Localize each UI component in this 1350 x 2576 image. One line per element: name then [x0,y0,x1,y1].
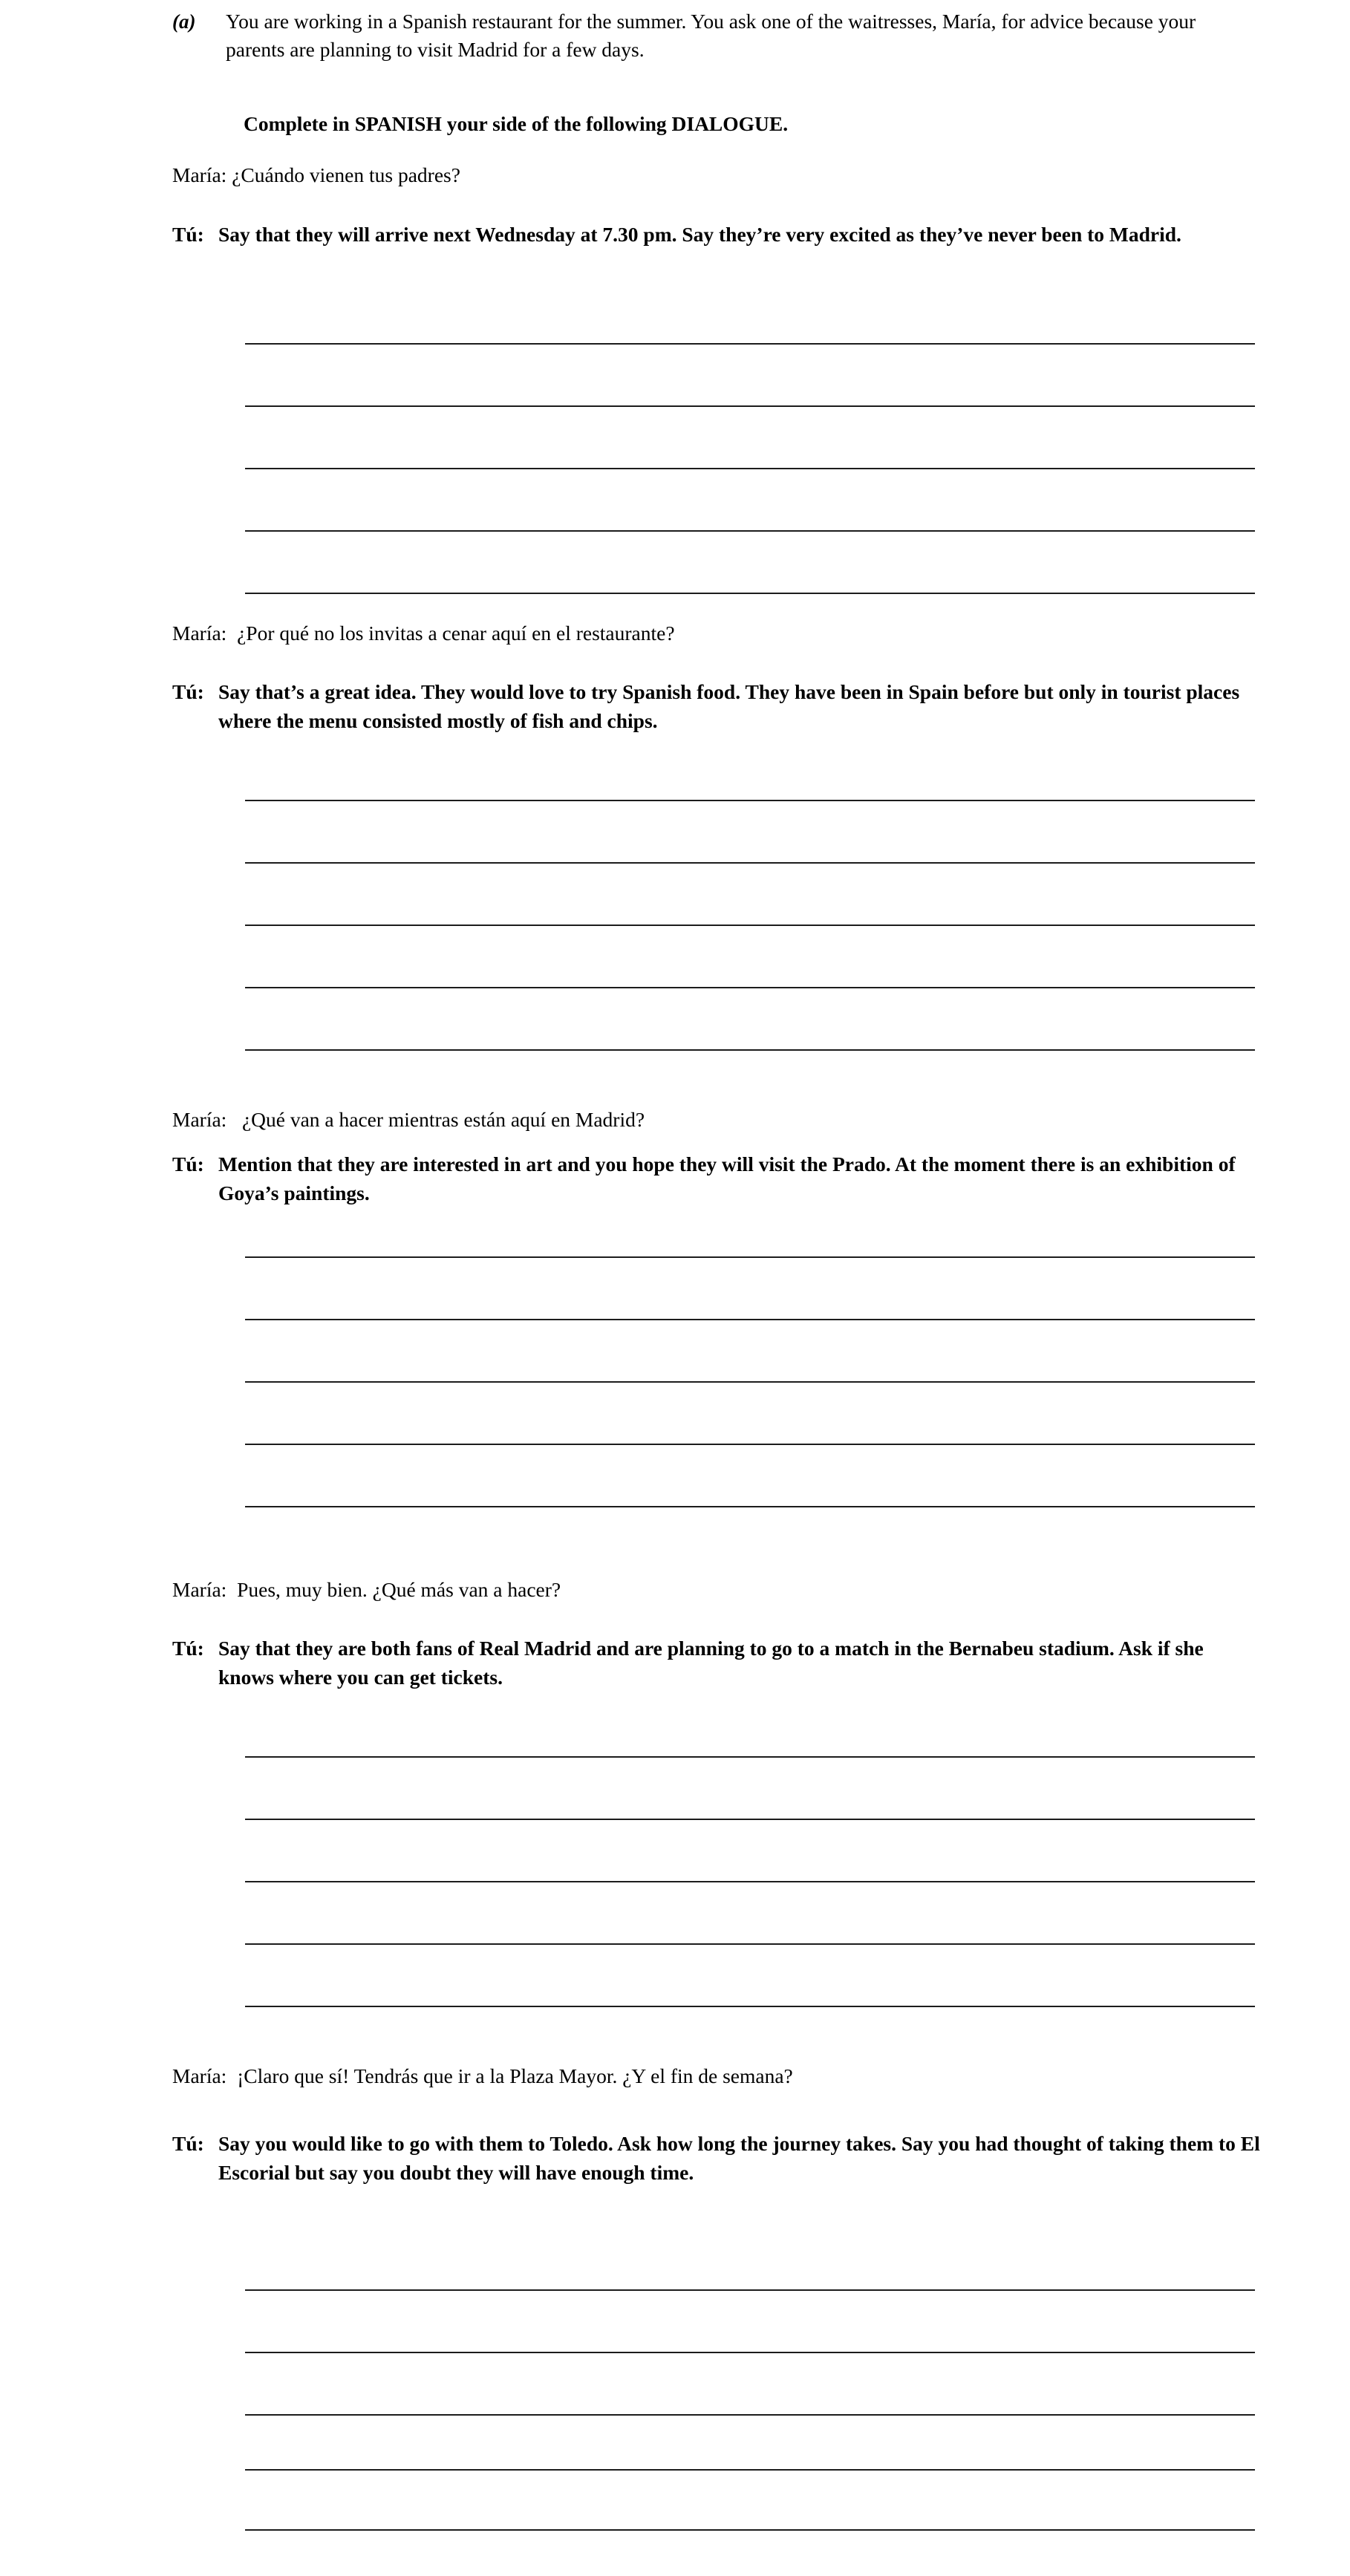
maria-prompt-text-4: Pues, muy bien. ¿Qué más van a hacer? [237,1578,561,1601]
maria-speaker-label-4: María: [172,1578,227,1601]
answer-line-5-5[interactable] [245,2529,1255,2531]
answer-line-4-2[interactable] [245,1819,1255,1820]
tu-instruction-3 [172,1150,1261,1207]
maria-prompt-4 [172,1576,561,1603]
tu-instruction-text-2: Say that’s a great idea. They would love to try Spanish food. They have been in Spain before but only in tourist places where the menu consisted mostly of fish and chips. [218,680,1240,732]
answer-line-4-5[interactable] [245,2006,1255,2007]
answer-line-1-1[interactable] [245,343,1255,345]
tu-instruction-4 [172,1634,1261,1692]
maria-speaker-label-5: María: [172,2064,227,2087]
maria-prompt-5 [172,2063,793,2090]
tu-instruction-text-3: Mention that they are interested in art and you hope they will visit the Prado. At the moment there is an exhibition of Goya’s paintings. [218,1152,1236,1204]
maria-prompt-text-1: ¿Cuándo vienen tus padres? [232,163,460,186]
maria-speaker-label-1: María: [172,163,227,186]
tu-instruction-text-1: Say that they will arrive next Wednesday at 7.30 pm. Say they’re very excited as they’ve never been to Madrid. [218,223,1181,246]
answer-line-3-3[interactable] [245,1381,1255,1383]
question-instruction: Complete in SPANISH your side of the following DIALOGUE. [244,112,789,135]
answer-line-4-1[interactable] [245,1756,1255,1758]
answer-line-1-4[interactable] [245,530,1255,532]
maria-prompt-1 [172,162,460,189]
tu-speaker-label-3: Tú: [172,1152,204,1175]
answer-line-4-4[interactable] [245,1943,1255,1945]
answer-line-5-4[interactable] [245,2469,1255,2471]
answer-line-2-3[interactable] [245,925,1255,926]
tu-speaker-label-2: Tú: [172,680,204,703]
tu-instruction-text-5: Say you would like to go with them to Toledo. Ask how long the journey takes. Say you had thought of taking them to El Escorial but say you doubt they will have enough time. [218,2132,1260,2184]
maria-prompt-text-2: ¿Por qué no los invitas a cenar aquí en el restaurante? [237,622,675,645]
tu-instruction-1 [172,221,1261,250]
maria-speaker-label-2: María: [172,622,227,645]
answer-line-2-1[interactable] [245,800,1255,801]
question-label: (a) [172,10,196,33]
answer-line-1-5[interactable] [245,593,1255,594]
answer-line-4-3[interactable] [245,1881,1255,1882]
answer-line-1-3[interactable] [245,468,1255,469]
maria-prompt-3 [172,1106,645,1133]
maria-prompt-text-3: ¿Qué van a hacer mientras están aquí en Madrid? [241,1108,645,1131]
answer-line-5-1[interactable] [245,2289,1255,2291]
tu-speaker-label-1: Tú: [172,223,204,246]
answer-line-2-5[interactable] [245,1049,1255,1051]
answer-line-3-2[interactable] [245,1319,1255,1320]
answer-line-5-2[interactable] [245,2352,1255,2353]
answer-line-5-3[interactable] [245,2414,1255,2416]
tu-speaker-label-5: Tú: [172,2132,204,2155]
answer-line-3-1[interactable] [245,1256,1255,1258]
maria-prompt-text-5: ¡Claro que sí! Tendrás que ir a la Plaza Mayor. ¿Y el fin de semana? [237,2064,793,2087]
tu-instruction-5 [172,2130,1261,2187]
answer-line-1-2[interactable] [245,405,1255,407]
question-intro-row [172,7,1256,64]
maria-speaker-label-3: María: [172,1108,227,1131]
answer-line-3-4[interactable] [245,1444,1255,1445]
tu-instruction-text-4: Say that they are both fans of Real Madrid and are planning to go to a match in the Bernabeu stadium. Ask if she knows where you can get tickets. [218,1637,1204,1689]
tu-speaker-label-4: Tú: [172,1637,204,1660]
answer-line-2-4[interactable] [245,987,1255,988]
answer-line-3-5[interactable] [245,1506,1255,1507]
answer-line-2-2[interactable] [245,862,1255,864]
tu-instruction-2 [172,678,1261,735]
question-intro-text: You are working in a Spanish restaurant for the summer. You ask one of the waitresses, María, for advice because your parents are planning to visit Madrid for a few days. [226,10,1196,61]
maria-prompt-2 [172,620,675,647]
question-intro [172,7,1256,64]
